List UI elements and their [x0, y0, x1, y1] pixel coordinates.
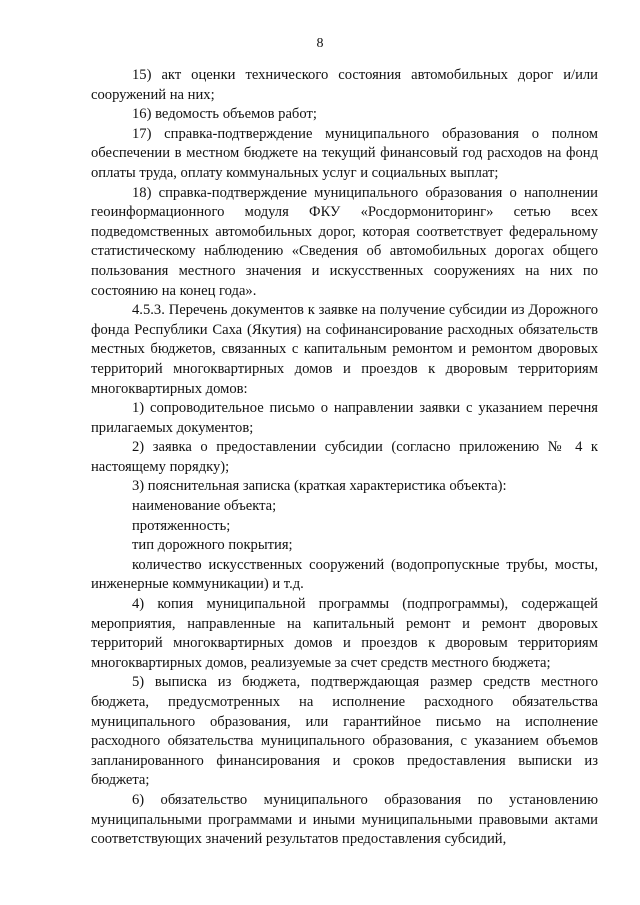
paragraph-item-15: 15) акт оценки технического состояния автомобильных дорог и/или сооружений на них; [91, 67, 598, 103]
paragraph-section-4-5-3: 4.5.3. Перечень документов к заявке на получение субсидии из Дорожного фонда Республики Саха (Якутия) на софинансирование расходных обязательств местных бюджетов, связанных с капитальным ремонтом и ремонтом дворовых территорий многоквартирных домов и проездов к дворовым территориям многоквартирных домов: [91, 302, 598, 397]
paragraph-length: протяженность; [132, 517, 231, 534]
page-number: 8 [316, 36, 324, 51]
paragraph-object-name: наименование объекта; [132, 498, 277, 515]
paragraph-item-18: 18) справка-подтверждение муниципального образования о наполнении геоинформационного модуля ФКУ «Росдормониторинг» сетью всех подведомственных автомобильных дорог, которая соответствует федеральному статистическому наблюдению «Сведения об автомобильных дорогах общего пользования местного значения и искусственных сооружениях на них по состоянию на конец года». [91, 184, 598, 299]
paragraph-surface-type: тип дорожного покрытия; [132, 537, 293, 554]
paragraph-list-item-6: 6) обязательство муниципального образования по установлению муниципальными программами и иными муниципальными правовыми актами соответствующих значений результатов предоставления субсидий, [91, 791, 598, 848]
paragraph-item-16: 16) ведомость объемов работ; [132, 106, 317, 123]
paragraph-item-17: 17) справка-подтверждение муниципального образования о полном обеспечении в местном бюджете на текущий финансовый год расходов на фонд оплаты труда, оплату коммунальных услуг и социальных выплат; [91, 125, 598, 181]
paragraph-list-item-1: 1) сопроводительное письмо о направлении заявки с указанием перечня прилагаемых документов; [91, 400, 598, 436]
document-body [91, 66, 598, 850]
paragraph-list-item-3: 3) пояснительная записка (краткая характеристика объекта): [132, 478, 507, 495]
paragraph-structures-count: количество искусственных сооружений (водопропускные трубы, мосты, инженерные коммуникации) и т.д. [91, 556, 598, 593]
paragraph-list-item-5: 5) выписка из бюджета, подтверждающая размер средств местного бюджета, предусмотренных на исполнение расходного обязательства муниципального образования, или гарантийное письмо на исполнение расходного обязательства муниципального образования, с указанием объемов запланированного финансирования и сроков предоставления выписки из бюджета; [91, 674, 598, 789]
paragraph-list-item-2: 2) заявка о предоставлении субсидии (согласно приложению № 4 к настоящему порядку); [91, 439, 598, 475]
paragraph-list-item-4: 4) копия муниципальной программы (подпрограммы), содержащей мероприятия, направленные на капитальный ремонт и ремонт дворовых территорий многоквартирных домов и проездов к дворовым территориям многоквартирных домов, реализуемые за счет средств местного бюджета; [91, 596, 598, 671]
